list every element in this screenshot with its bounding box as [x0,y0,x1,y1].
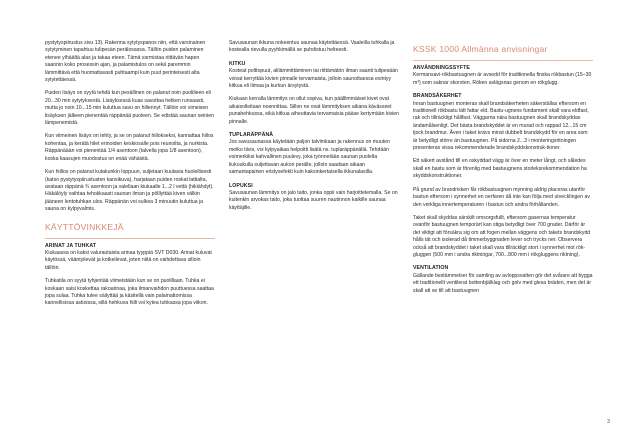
section-divider [413,60,593,61]
paragraph: Kosteat polttopuut, alilämmittäminen tai riittämätön ilman saanti tulipesään voivat kerryttää kivien pinnalle tervamaista, jolloin saunottaessa esintyy kitkua eli liimaa ja kurkun ärsytystä. [229,68,398,90]
subheading-lopuksi: LOPUKSI [229,182,253,189]
paragraph: Kiukaassa on kaksi valurautaista arinaa tyyppiä SVT D030. Arinat kuluvat käytössä, vääntyilevät ja kotkeilevat, joten niitä on vaihdettava silloin tällöin. [45,249,212,271]
paragraph: Savusaunan lämmitys on jalo taito, jonka oppii vain harjoittelemalla. Se on kuitenkin arvokas taito, joka tuottaa suuren nautinnon kaikille saunaa käyttäjille. [229,189,398,211]
middle-column [229,40,401,218]
subheading-brandsakerhet: BRANDSÄKERHET [413,93,462,100]
paragraph: Kun hiillos on palanut kutakunkin loppuun, suljetaan kuulavia huolellisesti (katso pystytyspiirustusten kansikuva), harjataan puiden roskat lattialta, avataan räppänä ¾ asentoon ja valellaan kiukaalle 1...2 l vettä (hikiähdyt). Häkälöyly vaihtaa tehokkaasti saunan ilman ja pölllyttää kiven välkin jääneen lentotuhkan ulos. Räppänän voi sulkea 3 minuutin kuluttua ja sauna on kylpyvalmis. [45,169,214,213]
section-title-kayttovinkkeja: KÄYTTÖVINKKEJÄ [45,221,124,232]
paragraph: Taket skall skyddas särskilt omsorgsfullt, eftersom gasernas temperatur ovanför bastuugnen temporärt kan stiga betydligt över 700 grader. Därför är det viktigt att försäkra sig om att fogen mellan väggens och takets brandskydd hålls tät och isolerad då timmerbyggnaden lever och trycks ner. Observera också att brandskyddet i taket skall vara tillräckligt stort i synnerhet mot rök-gluggen (500 mm i andra riktningar, 700...800 mm i rökgluggens riktning). [413,214,591,258]
left-column [45,40,215,314]
section-title-kssk: KSSK 1000 Allmänna anvisningar [413,44,548,54]
paragraph: Kun viimeinen lisäys on tehty, ja se on palanut hiilokseksi, kannattaa hiilos kohentaa, ja kerätä hilet erinoiden keskiosalle pois reunoilta, ja nurkista. Räppänäään voi pienentää 1/4 asentoon (talvella jopa 1/8 asentoon), koska kaasujen muodostus on enää vähäistä. [45,133,214,162]
subheading-anvandningssyfte: ANVÄNDNINGSSYFTE [413,65,470,71]
subheading-tuplarappana: TUPLARÄPPÄNÄ [229,132,274,139]
subheading-kitku: KITKU [229,60,246,67]
subheading-ventilation: VENTILATION [413,265,449,272]
paragraph: Tuhkatila on syytä tyhjentää viimeistään kun se on puolillaan. Tuhka ei koskaan saisi koskettaa rakoarinaa, joka ilmanvaihdon puuttuessa saattaa jopa sulaa. Tuhka tulee säilyttää ja käsitellä vain palamattomissa kannellisissa astioissa, sillä hehkuva hilli voi kytea tuhkassa jopa viikon. [45,278,214,307]
paragraph: pystytyspiirustus sivu 13). Rakenna sytytyspanos niin, että varsinainen sytytyminen tapahtuu tulipesän perälosassa. Tällön puiden palaminen etenee ylhäältä alas ja takaa eteen. Tämä varmistaa riittävän hapen saannin koko prosessin ajan, ja palamistulos on sekä paremmin lämmittävä että huomattavasti puhtaampi kuin puut perinteisesti alta sytytettäessä. [45,40,206,84]
paragraph: På grund av brandrisken får rökbastuugnen mynning aldrig placeras utanför bastun eftersom i synnerhet en oerfaren då inte kan följa med utvecklingen av den verkliga innertemperaturen i bastun och andra förhållanden. [413,186,590,208]
subheading-arinat: ARINAT JA TUHKAT [45,242,97,249]
paragraph: Ett säkert avstånd till en oskyddad vägg är över en meter långt, och således skall en bastu som är förenlig med bastuugnens storleksrekommendation ha skyddskonstruktioner. [413,158,587,180]
paragraph: Puiden lisäys on syytä tehdä kun pesällinen on palanut noin puoliileen eli 20...30 min sytytyksestä. Lisäyksessä kuas savuttaa hetken runsaasti, mutta jo noin 10...15 min kuluttua savu on hillennyt. Tällöin voi vimeisen lisäyksen jälkeen pienentää räppänää puoleen. Se edistää saunan seinien lämpenemistä. [45,90,214,127]
page-number: 3 [607,419,611,425]
section-divider [45,238,215,239]
paragraph: Savusaunan ikkuna nokeentuu saunaa käytettäessä. Vaaleilla tuhkalla ja kostealla rievulla pyyhkimällä se puhdistuu helteesti. [229,40,395,54]
paragraph: Gällande bestämmelser för samling av avloppsvatten gör det svårare att bygga ett traditionellt ventilerat bottenbjälklag och golv med glesa bräden, men det är skall att se till att bastuugnen [413,272,593,294]
paragraph: Jos savusaunassa käytetään paljon talvimkaan ja rakennus on muuten melko tiivis, voi kylpyaikaa helpoitti lisätä ns. tuplaräppänällä. Tehdään esimerkiksi kahvallinen puulevy, joka työnnetään saunan puolelta liukuukulla suljettavan aukon perälle, jolloin saadaan aikaan samantapainen eristysefekti kuin kaksinkertaisella ikkunalasilla. [229,139,390,176]
paragraph: Kiukaan kerralla lämmitys on ollut sopiva, kun päällimmäiset kivet ovat aikaisolleitaan noennittaa. Sillon ne ovat lämmityksen aikana kävässeet punahehkussa, eikä kitkua aiheuttavia tervamaisia pääse kertymään kivien pinnalle. [229,96,400,125]
paragraph: Kermansavi-rökbastuugnen är avsedd för traditionella finska rökbastun (15–30 m³) som saknar skorsten. Röken avlägsnas genom en rökglugg. [413,72,592,86]
paragraph: Innan bastuugnen monteras skall brandsäkerheten säkerställas eftersom en traditionell rökbastu lätt fattar eld. Bastu-ugnens fundament skall vara eldfast, rak och tillräckligt hållfast. Väggarna nära bastuugnen skall brandskyddas ändamålsenligt. Det bästa brandskyddet är en murad och rappad 12...15 cm tjock brandmur. Även i taket krävs minst dubbelt brandskydd för en area som är betydligt större än bastuugnen. På sidorna 2...3 i monteringsritningen presenteras vissa rekommenderade brandskyddskonstruk-tioner. [413,100,589,152]
right-column [413,44,593,301]
